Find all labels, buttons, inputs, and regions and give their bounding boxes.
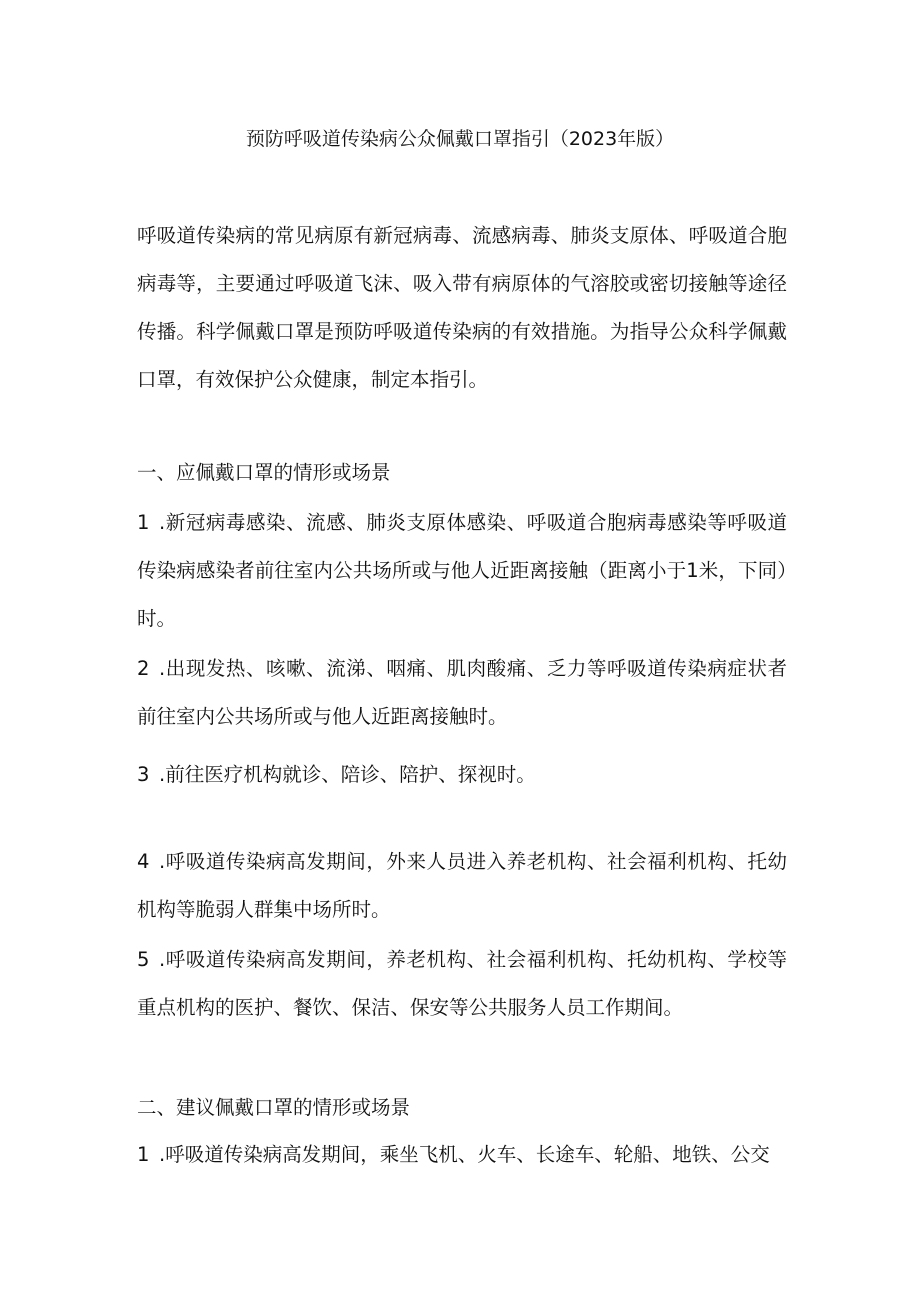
section-2-item-1 [137, 1131, 787, 1179]
section-1-item-1 [137, 499, 787, 643]
section-1-item-5 [137, 936, 787, 1032]
item-text: .呼吸道传染病高发期间，外来人员进入养老机构、社会福利机构、托幼机构等脆弱人群集中场所时。 [137, 850, 787, 921]
item-number: 1 [137, 1143, 150, 1166]
section-1-item-4 [137, 838, 787, 934]
section-1-item-3 [137, 751, 787, 799]
section-2-heading: 二、建议佩戴口罩的情形或场景 [137, 1096, 411, 1119]
item-number: 4 [137, 850, 150, 873]
item-text: .呼吸道传染病高发期间，乘坐飞机、火车、长途车、轮船、地铁、公交 [159, 1143, 770, 1166]
item-text: .呼吸道传染病高发期间，养老机构、社会福利机构、托幼机构、学校等重点机构的医护、餐饮、保洁、保安等公共服务人员工作期间。 [137, 948, 787, 1019]
item-number: 3 [137, 763, 150, 786]
intro-paragraph: 呼吸道传染病的常见病原有新冠病毒、流感病毒、肺炎支原体、呼吸道合胞病毒等，主要通过呼吸道飞沫、吸入带有病原体的气溶胶或密切接触等途径传播。科学佩戴口罩是预防呼吸道传染病的有效措施。为指导公众科学佩戴口罩，有效保护公众健康，制定本指引。 [137, 224, 787, 391]
item-text: .前往医疗机构就诊、陪诊、陪护、探视时。 [159, 763, 536, 786]
section-1-heading: 一、应佩戴口罩的情形或场景 [137, 461, 391, 484]
item-text: .出现发热、咳嗽、流涕、咽痛、肌肉酸痛、乏力等呼吸道传染病症状者前往室内公共场所或与他人近距离接触时。 [137, 657, 787, 728]
item-text: .新冠病毒感染、流感、肺炎支原体感染、呼吸道合胞病毒感染等呼吸道传染病感染者前往室内公共场所或与他人近距离接触（距离小于1米，下同）时。 [137, 511, 787, 630]
item-number: 5 [137, 948, 150, 971]
section-1-item-2 [137, 645, 787, 741]
item-number: 1 [137, 511, 150, 534]
item-number: 2 [137, 657, 150, 680]
document-title: 预防呼吸道传染病公众佩戴口罩指引（2023年版） [245, 128, 675, 150]
